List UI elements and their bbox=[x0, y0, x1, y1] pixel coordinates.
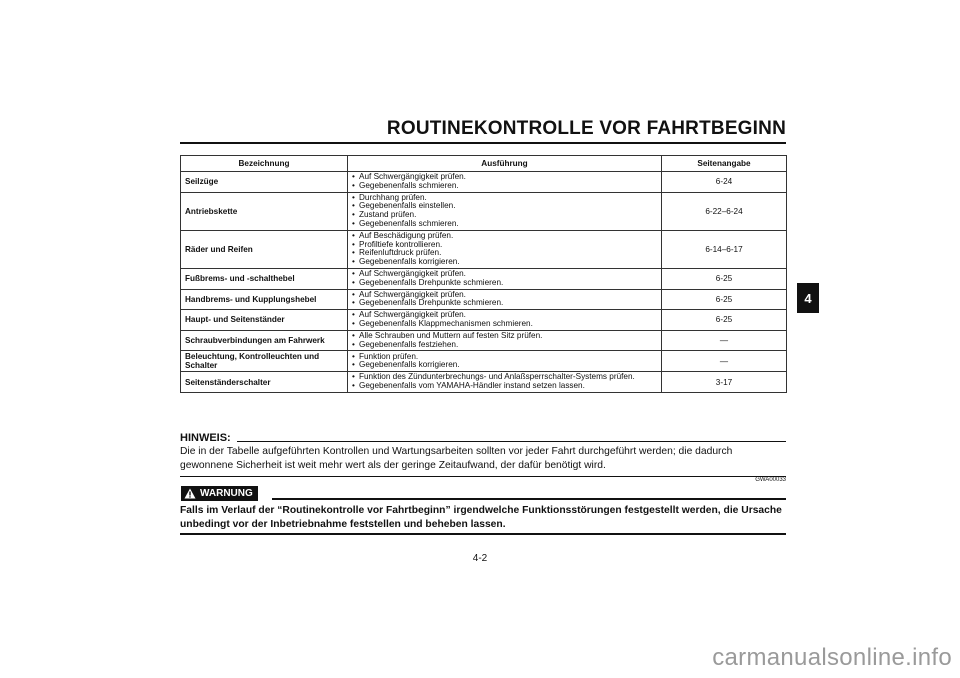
action-item: • Gegebenenfalls schmieren. bbox=[352, 182, 657, 191]
action-item: • Reifenluftdruck prüfen. bbox=[352, 249, 657, 258]
page-reference: 6-22–6-24 bbox=[662, 192, 787, 230]
action-item: • Auf Beschädigung prüfen. bbox=[352, 232, 657, 241]
item-actions bbox=[348, 310, 662, 331]
item-name: Antriebskette bbox=[181, 192, 348, 230]
action-item: • Gegebenenfalls festziehen. bbox=[352, 341, 657, 350]
action-item: • Funktion des Zündunterbrechungs- und Anlaßsperrschalter-Systems prüfen. bbox=[352, 373, 657, 382]
page-reference: 6-25 bbox=[662, 289, 787, 310]
table-row bbox=[181, 268, 787, 289]
table-row bbox=[181, 351, 787, 372]
action-item: • Alle Schrauben und Muttern auf festen Sitz prüfen. bbox=[352, 332, 657, 341]
action-list bbox=[352, 194, 657, 229]
warning-reference-code: GWA00033 bbox=[755, 477, 786, 483]
warning-text: Falls im Verlauf der “Routinekontrolle vor Fahrtbeginn” irgendwelche Funktionsstörungen festgestellt werden, die Ursache unbedingt vor der Inbetriebnahme feststellen und beheben lassen. bbox=[180, 505, 782, 530]
page-number: 4-2 bbox=[472, 553, 488, 564]
action-item: • Gegebenenfalls Drehpunkte schmieren. bbox=[352, 299, 657, 308]
action-list bbox=[352, 232, 657, 267]
item-actions bbox=[348, 192, 662, 230]
table-row bbox=[181, 310, 787, 331]
warning-badge bbox=[181, 486, 258, 501]
item-name: Seilzüge bbox=[181, 172, 348, 193]
chapter-tab: 4 bbox=[797, 283, 819, 313]
action-list bbox=[352, 353, 657, 371]
item-name: Haupt- und Seitenständer bbox=[181, 310, 348, 331]
item-actions bbox=[348, 172, 662, 193]
action-list bbox=[352, 373, 657, 391]
inspection-table bbox=[180, 155, 787, 393]
page-title: ROUTINEKONTROLLE VOR FAHRTBEGINN bbox=[386, 118, 786, 139]
item-name: Schraubverbindungen am Fahrwerk bbox=[181, 330, 348, 351]
item-actions bbox=[348, 289, 662, 310]
action-list bbox=[352, 332, 657, 350]
item-name: Handbrems- und Kupplungshebel bbox=[181, 289, 348, 310]
item-name: Beleuchtung, Kontrolleuchten und Schalter bbox=[181, 351, 348, 372]
action-item: • Gegebenenfalls einstellen. bbox=[352, 202, 657, 211]
page-reference: 6-25 bbox=[662, 310, 787, 331]
table-body bbox=[181, 172, 787, 393]
note-bottom-divider bbox=[180, 476, 786, 477]
action-list bbox=[352, 291, 657, 309]
column-header-bezeichnung: Bezeichnung bbox=[181, 156, 348, 172]
table-row bbox=[181, 330, 787, 351]
warning-label: WARNUNG bbox=[200, 488, 253, 499]
action-item: • Auf Schwergängigkeit prüfen. bbox=[352, 173, 657, 182]
action-item: • Auf Schwergängigkeit prüfen. bbox=[352, 270, 657, 279]
item-name: Räder und Reifen bbox=[181, 230, 348, 268]
page-reference: 6-25 bbox=[662, 268, 787, 289]
column-header-ausfuehrung: Ausführung bbox=[348, 156, 662, 172]
page-reference: — bbox=[662, 330, 787, 351]
action-list bbox=[352, 270, 657, 288]
table-row bbox=[181, 289, 787, 310]
column-header-seitenangabe: Seitenangabe bbox=[662, 156, 787, 172]
table-row bbox=[181, 172, 787, 193]
table-row bbox=[181, 372, 787, 393]
action-item: • Gegebenenfalls korrigieren. bbox=[352, 361, 657, 370]
item-actions bbox=[348, 330, 662, 351]
watermark-text: carmanualsonline.info bbox=[712, 644, 952, 671]
item-actions bbox=[348, 351, 662, 372]
action-item: • Auf Schwergängigkeit prüfen. bbox=[352, 291, 657, 300]
note-label: HINWEIS: bbox=[180, 432, 231, 444]
item-actions bbox=[348, 268, 662, 289]
page-reference: 6-14–6-17 bbox=[662, 230, 787, 268]
note-divider bbox=[237, 441, 786, 442]
warning-divider bbox=[272, 498, 786, 500]
action-item: • Auf Schwergängigkeit prüfen. bbox=[352, 311, 657, 320]
action-item: • Gegebenenfalls vom YAMAHA-Händler instand setzen lassen. bbox=[352, 382, 657, 391]
item-name: Seitenständerschalter bbox=[181, 372, 348, 393]
page-reference: 6-24 bbox=[662, 172, 787, 193]
page-reference: 3-17 bbox=[662, 372, 787, 393]
action-list bbox=[352, 311, 657, 329]
title-divider bbox=[180, 142, 786, 144]
item-name: Fußbrems- und -schalthebel bbox=[181, 268, 348, 289]
table-row bbox=[181, 192, 787, 230]
action-item: • Durchhang prüfen. bbox=[352, 194, 657, 203]
warning-triangle-icon bbox=[184, 488, 196, 499]
action-list bbox=[352, 173, 657, 191]
warning-bottom-divider bbox=[180, 533, 786, 535]
table-row bbox=[181, 230, 787, 268]
action-item: • Gegebenenfalls korrigieren. bbox=[352, 258, 657, 267]
note-text: Die in der Tabelle aufgeführten Kontrollen und Wartungsarbeiten sollten vor jeder Fahrt durchgeführt werden; die dadurch gewonnene Sicherheit ist weit mehr wert als der geringe Zeitaufwand, der dafür benötigt wird. bbox=[180, 446, 733, 471]
page-reference: — bbox=[662, 351, 787, 372]
table-header-row bbox=[181, 156, 787, 172]
item-actions bbox=[348, 230, 662, 268]
action-item: • Gegebenenfalls Klappmechanismen schmieren. bbox=[352, 320, 657, 329]
action-item: • Gegebenenfalls Drehpunkte schmieren. bbox=[352, 279, 657, 288]
action-item: • Gegebenenfalls schmieren. bbox=[352, 220, 657, 229]
action-item: • Profiltiefe kontrollieren. bbox=[352, 241, 657, 250]
action-item: • Zustand prüfen. bbox=[352, 211, 657, 220]
item-actions bbox=[348, 372, 662, 393]
action-item: • Funktion prüfen. bbox=[352, 353, 657, 362]
